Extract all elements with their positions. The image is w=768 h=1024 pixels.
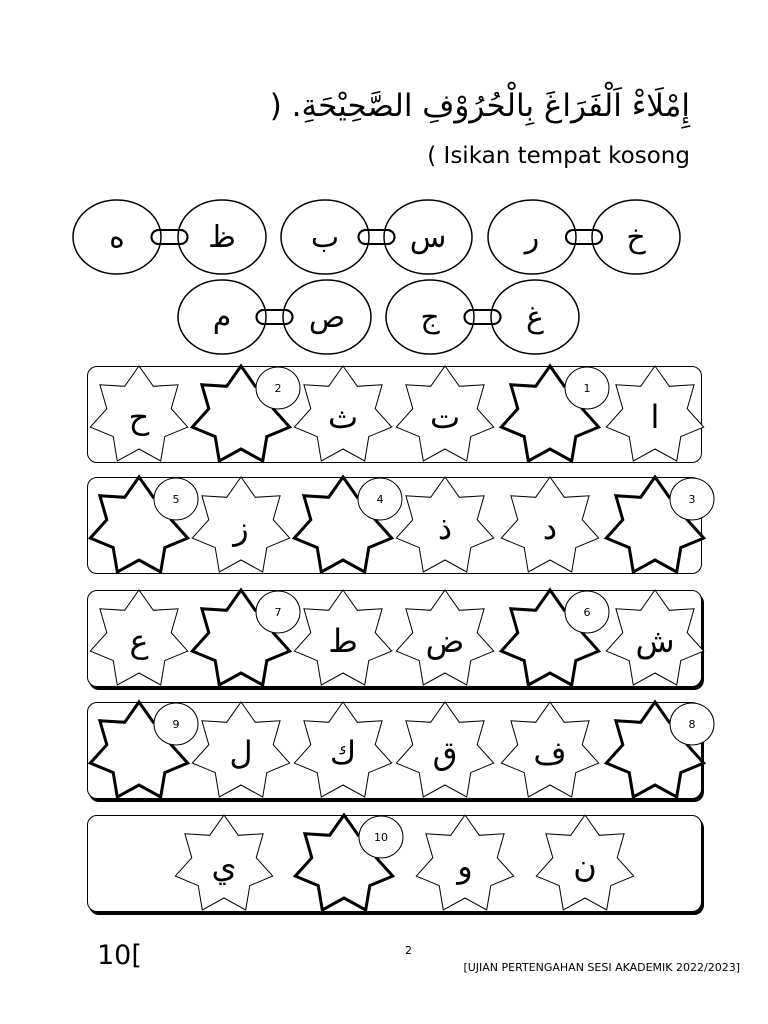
letter-star [396, 477, 493, 572]
letter-star [396, 366, 493, 461]
chain-letter: ص [308, 300, 346, 335]
question-number-badge [358, 478, 402, 520]
letter-star [192, 702, 289, 797]
star-letter: ز [233, 509, 249, 547]
question-number: 5 [172, 493, 180, 506]
letter-star [294, 366, 391, 461]
question-number-badge [359, 816, 403, 858]
star-letter: ي [211, 847, 237, 885]
chain-letter: خ [626, 220, 646, 255]
letter-star [501, 477, 598, 572]
star-letter: ح [128, 398, 150, 436]
star-letter: د [542, 509, 558, 547]
question-number-badge [256, 367, 300, 409]
instruction-arabic: إِمْلَاءْ اَلْفَرَاغَ بِالْحُرُوْفِ الصَّحِيْحَةِ. ( [269, 88, 690, 124]
exam-footer: [UJIAN PERTENGAHAN SESI AKADEMIK 2022/2023] [463, 961, 740, 974]
letter-star [294, 702, 391, 797]
question-number: 2 [274, 382, 282, 395]
question-number: 8 [688, 718, 696, 731]
chain-letter: ظ [208, 220, 236, 255]
letter-star [606, 590, 703, 685]
blank-star[interactable] [501, 366, 609, 461]
star-letter: ع [129, 622, 149, 660]
page-number: 2 [405, 944, 412, 957]
letter-star [501, 702, 598, 797]
blank-star[interactable] [90, 477, 198, 572]
chain-letter: م [212, 300, 232, 335]
star-letter: ن [573, 847, 597, 885]
question-number: 9 [172, 718, 180, 731]
star-letter: ش [635, 622, 675, 660]
blank-star[interactable] [90, 702, 198, 797]
instruction-malay: ( Isikan tempat kosong [427, 143, 690, 169]
letter-star [396, 590, 493, 685]
star-letter: ا [650, 398, 660, 436]
letter-star [175, 815, 272, 910]
star-letter: ض [425, 622, 465, 660]
chain-letter: ج [420, 300, 440, 335]
question-number-badge [670, 703, 714, 745]
letter-star [416, 815, 513, 910]
star-letter: ك [329, 734, 357, 772]
question-number-badge [256, 591, 300, 633]
letter-star [90, 590, 187, 685]
letter-star [90, 366, 187, 461]
question-number-badge [565, 367, 609, 409]
chain-letter: س [409, 220, 447, 255]
question-number-badge [670, 478, 714, 520]
letter-star [536, 815, 633, 910]
chain-letter: غ [526, 300, 544, 335]
blank-star[interactable] [295, 815, 403, 910]
star-letter: ق [432, 734, 458, 772]
letter-star [606, 366, 703, 461]
blank-star[interactable] [606, 477, 714, 572]
chain-letter: ر [524, 220, 540, 255]
question-number: 3 [688, 493, 696, 506]
question-number-badge [154, 478, 198, 520]
star-letter: ل [229, 734, 253, 772]
blank-star[interactable] [192, 366, 300, 461]
question-number: 6 [583, 606, 591, 619]
question-number-badge [565, 591, 609, 633]
blank-star[interactable] [294, 477, 402, 572]
question-number: 10 [374, 831, 388, 844]
star-letter: ذ [437, 509, 453, 547]
star-letter: ت [429, 398, 461, 436]
letter-star [396, 702, 493, 797]
star-letter: ف [533, 734, 567, 772]
question-number-badge [154, 703, 198, 745]
question-number: 1 [583, 382, 591, 395]
star-letter: ط [328, 622, 358, 660]
letter-star [294, 590, 391, 685]
question-number: 7 [274, 606, 282, 619]
chain-letter: ب [310, 220, 340, 255]
blank-star[interactable] [192, 590, 300, 685]
score-mark: 10[ [97, 940, 142, 971]
question-number: 4 [376, 493, 384, 506]
letter-star [192, 477, 289, 572]
star-letter: ث [327, 398, 359, 436]
blank-star[interactable] [606, 702, 714, 797]
chain-letter: ه [109, 220, 125, 255]
blank-star[interactable] [501, 590, 609, 685]
star-letter: و [457, 847, 473, 885]
